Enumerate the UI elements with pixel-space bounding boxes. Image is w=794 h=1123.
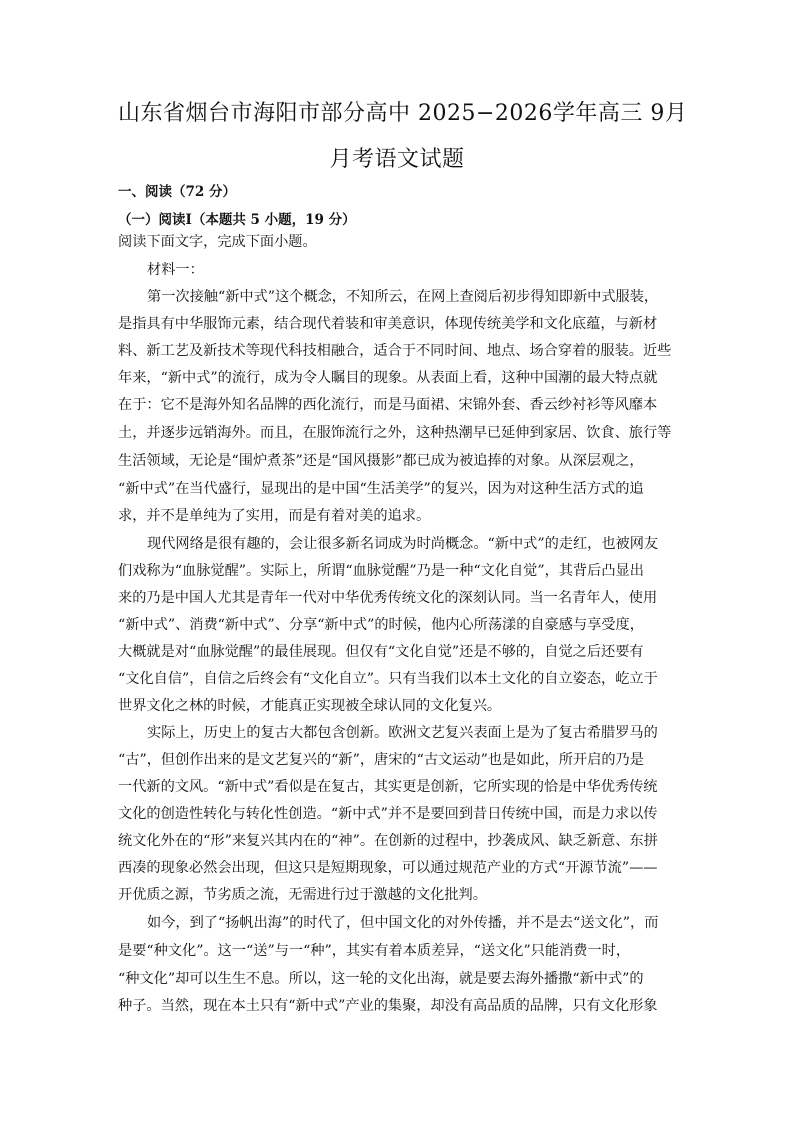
body-line: 西凑的现象必然会出现，但这只是短期现象，可以通过规范产业的方式“开源节流”—— [118,860,658,876]
body-line: 料、新工艺及新技术等现代科技相融合，适合于不同时间、地点、场合穿着的服装。近些 [118,343,672,359]
body-line: “古”，但创作出来的是文艺复兴的“新”，唐宋的“古文运动”也是如此，所开启的乃是 [118,752,644,768]
body-line: 统文化外在的“形”来复兴其内在的“神”。在创新的过程中，抄袭成风、缺乏新意、东拼 [118,833,658,849]
section-subheading: （一）阅读Ⅰ（本题共 5 小题，19 分） [118,212,356,228]
body-line: 如今，到了“扬帆出海”的时代了，但中国文化的对外传播，并不是去“送文化”，而 [147,915,659,931]
body-line: 第一次接触“新中式”这个概念，不知所云，在网上查阅后初步得知即新中式服装， [147,289,659,305]
body-line: 土，并逐步远销海外。而且，在服饰流行之外，这种热潮早已延伸到家居、饮食、旅行等 [118,425,672,441]
document-title-line-1: 山东省烟台市海阳市部分高中 2025−2026学年高三 9月 [118,101,688,126]
instruction-text: 阅读下面文字，完成下面小题。 [118,234,317,250]
body-line: “文化自信”，自信之后终会有“文化自立”。只有当我们以本土文化的自立姿态，屹立于 [118,671,658,687]
body-line: 一代新的文风。“新中式”看似是在复古，其实更是创新，它所实现的恰是中华优秀传统 [118,779,658,795]
body-line: 是指具有中华服饰元素，结合现代着装和审美意识，体现传统美学和文化底蕴，与新材 [118,316,658,332]
body-line: 们戏称为“血脉觉醒”。实际上，所谓“血脉觉醒”乃是一种“文化自觉”，其背后凸显出 [118,563,644,579]
body-line: 文化的创造性转化与转化性创造。“新中式”并不是要回到昔日传统中国，而是力求以传 [118,806,658,822]
document-title-line-2: 月考语文试题 [329,147,465,172]
material-label: 材料一： [147,262,204,278]
body-line: 大概就是对“血脉觉醒”的最佳展现。但仅有“文化自觉”还是不够的，自觉之后还要有 [118,644,644,660]
body-line: 开优质之源，节劣质之流，无需进行过于激越的文化批判。 [118,887,487,903]
body-line: 生活领域，无论是“围炉煮茶”还是“国风摄影”都已成为被追捧的对象。从深层观之， [118,453,644,469]
body-line: “新中式”在当代盛行，显现出的是中国“生活美学”的复兴，因为对这种生活方式的追 [118,481,644,497]
section-heading: 一、阅读（72 分） [118,184,236,200]
body-line: 世界文化之林的时候，才能真正实现被全球认同的文化复兴。 [118,698,502,714]
body-line: “种文化”却可以生生不息。所以，这一轮的文化出海，就是要去海外播撒“新中式”的 [118,971,644,987]
body-line: 实际上，历史上的复古大都包含创新。欧洲文艺复兴表面上是为了复古希腊罗马的 [147,725,658,741]
body-line: “新中式”、消费“新中式”、分享“新中式”的时候，他内心所荡漾的自豪感与享受度， [118,617,644,633]
body-line: 来的乃是中国人尤其是青年一代对中华优秀传统文化的深刻认同。当一名青年人，使用 [118,590,658,606]
body-line: 是要“种文化”。这一“送”与一“种”，其实有着本质差异，“送文化”只能消费一时， [118,943,631,959]
body-line: 年来，“新中式”的流行，成为令人瞩目的现象。从表面上看，这种中国潮的最大特点就 [118,370,658,386]
body-line: 求，并不是单纯为了实用，而是有着对美的追求。 [118,508,431,524]
body-line: 种子。当然，现在本土只有“新中式”产业的集聚，却没有高品质的品牌，只有文化形象 [118,998,658,1014]
body-line: 在于：它不是海外知名品牌的西化流行，而是马面裙、宋锦外套、香云纱衬衫等风靡本 [118,397,658,413]
body-line: 现代网络是很有趣的，会让很多新名词成为时尚概念。“新中式”的走红，也被网友 [147,536,659,552]
